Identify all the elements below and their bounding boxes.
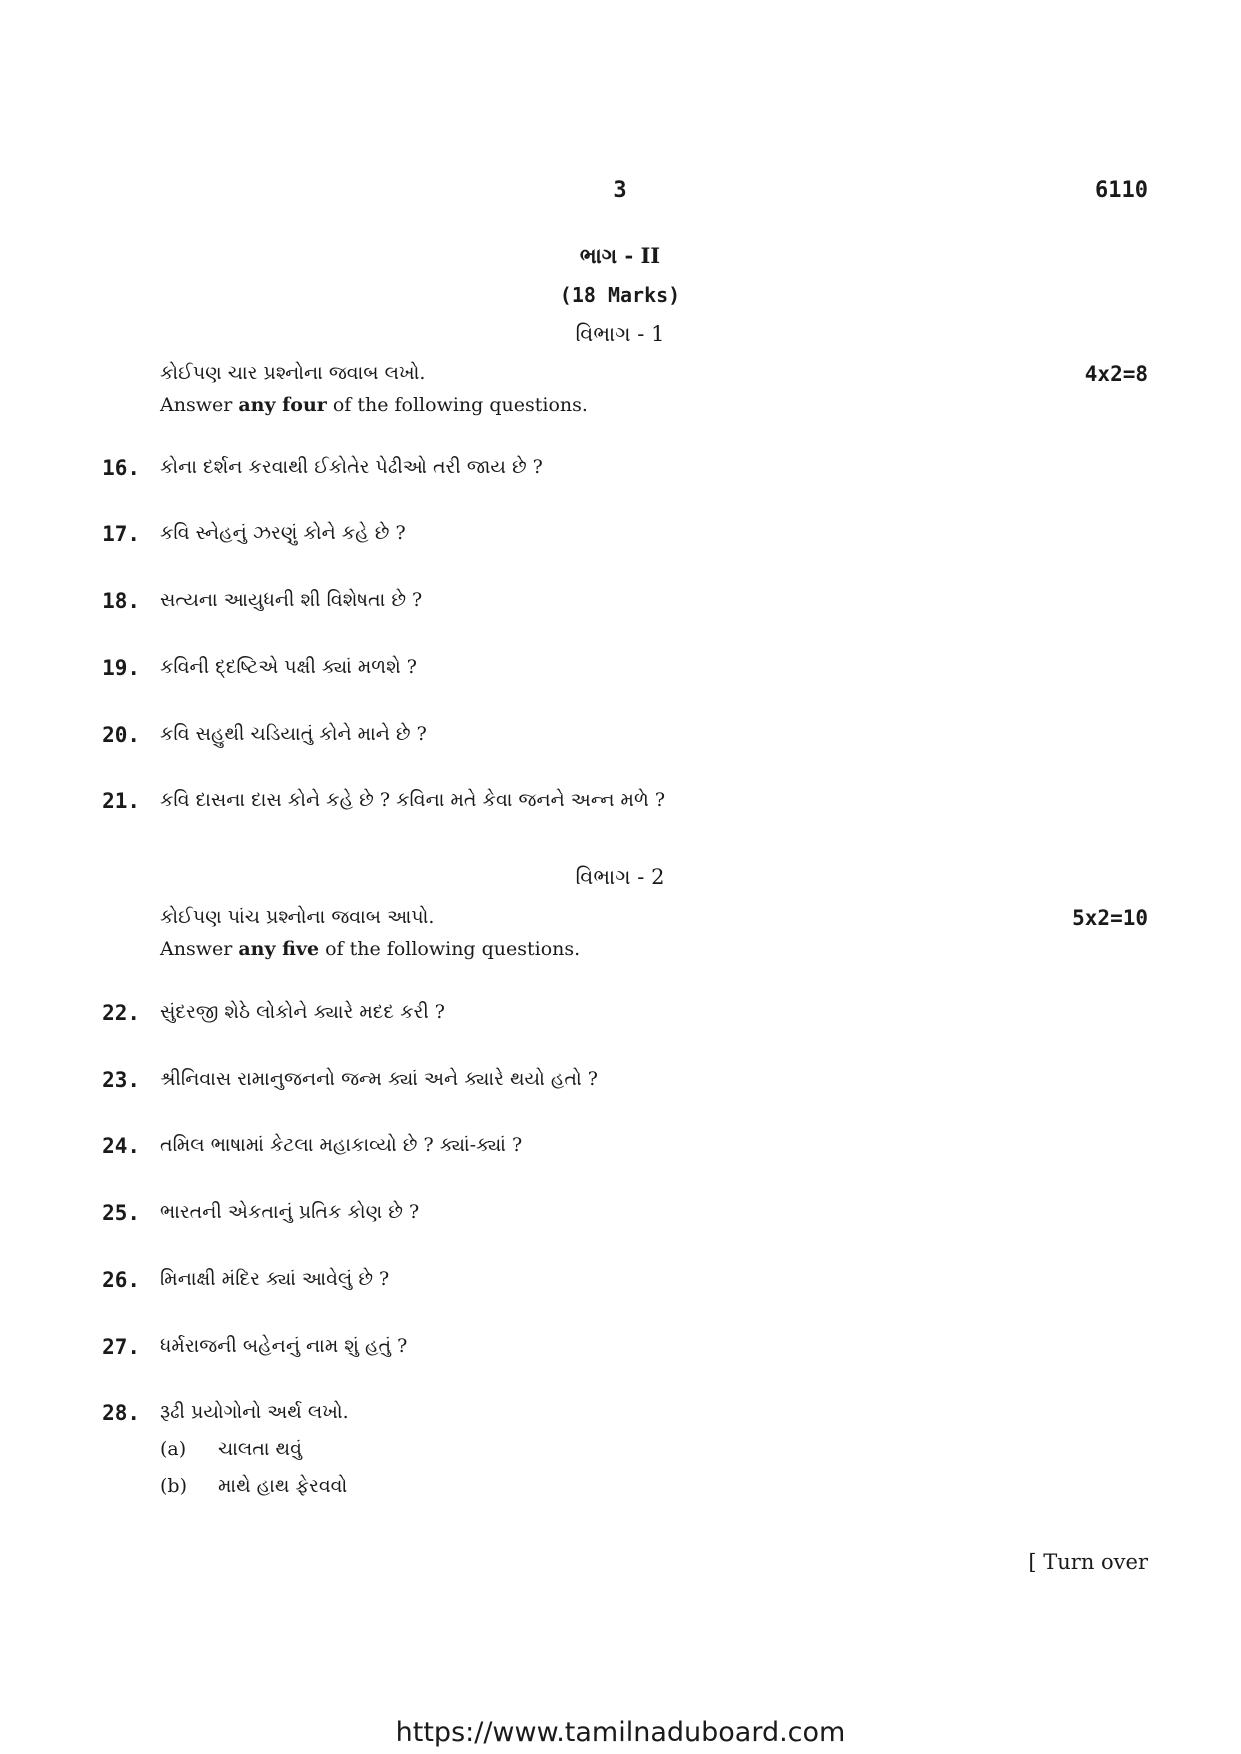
question-number: 26.: [102, 1268, 140, 1292]
sub-item-label: (a): [160, 1438, 187, 1460]
section-1-instruction-gu: કોઈપણ ચાર પ્રશ્નોના જવાબ લખો.: [160, 362, 426, 384]
question-number: 24.: [102, 1134, 140, 1158]
footer-url[interactable]: https://www.tamilnaduboard.com: [395, 1717, 846, 1748]
question-text: કોના દર્શન કરવાથી ઈકોતેર પેઢીઓ તરી જાય છે ?: [160, 456, 543, 478]
sub-item-label: (b): [160, 1475, 187, 1497]
question-text: ભારતની એકતાનું પ્રતિક કોણ છે ?: [160, 1201, 420, 1223]
section-1-title: વિભાગ - 1: [575, 322, 665, 346]
question-text: રૂઢી પ્રયોગોનો અર્થ લખો.: [160, 1401, 349, 1423]
question-text: શ્રીનિવાસ રામાનુજનનો જન્મ ક્યાં અને ક્યારે થયો હતો ?: [160, 1068, 598, 1090]
question-number: 27.: [102, 1335, 140, 1359]
question-text: સુંદરજી શેઠે લોકોને ક્યારે મદદ કરી ?: [160, 1001, 445, 1023]
question-number: 28.: [102, 1401, 140, 1425]
paper-code: 6110: [1095, 178, 1148, 203]
sub-item-text: માથે હાથ ફેરવવો: [218, 1475, 348, 1497]
part-marks: (18 Marks): [559, 283, 681, 307]
part-title: ભાગ - II: [579, 243, 661, 268]
sub-item-text: ચાલતા થવું: [218, 1438, 302, 1460]
question-text: કવિની દ્દષ્ટિએ પક્ષી ક્યાં મળશે ?: [160, 656, 417, 678]
page-number: 3: [613, 178, 627, 203]
question-text: મિનાક્ષી મંદિર ક્યાં આવેલું છે ?: [160, 1268, 390, 1290]
question-number: 18.: [102, 589, 140, 613]
question-text: સત્યના આયુધની શી વિશેષતા છે ?: [160, 589, 423, 611]
question-number: 21.: [102, 789, 140, 813]
section-2-title: વિભાગ - 2: [575, 865, 665, 889]
question-text: કવિ સહુથી ચડિયાતું કોને માને છે ?: [160, 723, 427, 745]
question-number: 22.: [102, 1001, 140, 1025]
question-number: 25.: [102, 1201, 140, 1225]
turn-over-note: [ Turn over: [1028, 1550, 1148, 1574]
question-number: 19.: [102, 656, 140, 680]
section-2-instruction-en: Answer any five of the following questions.: [160, 938, 581, 960]
section-2-instruction-gu: કોઈપણ પાંચ પ્રશ્નોના જવાબ આપો.: [160, 906, 435, 928]
question-number: 23.: [102, 1068, 140, 1092]
question-number: 20.: [102, 723, 140, 747]
question-number: 16.: [102, 456, 140, 480]
question-text: તમિલ ભાષામાં કેટલા મહાકાવ્યો છે ? ક્યાં-ક્યાં ?: [160, 1134, 523, 1156]
section-1-marks: 4x2=8: [1084, 362, 1148, 386]
question-text: કવિ સ્નેહનું ઝરણું કોને કહે છે ?: [160, 522, 406, 544]
question-number: 17.: [102, 522, 140, 546]
question-text: કવિ દાસના દાસ કોને કહે છે ? કવિના મતે કેવા જનને અન્ન મળે ?: [160, 789, 666, 811]
question-text: ધર્મરાજની બહેનનું નામ શું હતું ?: [160, 1335, 408, 1357]
section-1-instruction-en: Answer any four of the following questions.: [160, 394, 588, 416]
section-2-marks: 5x2=10: [1072, 906, 1148, 930]
